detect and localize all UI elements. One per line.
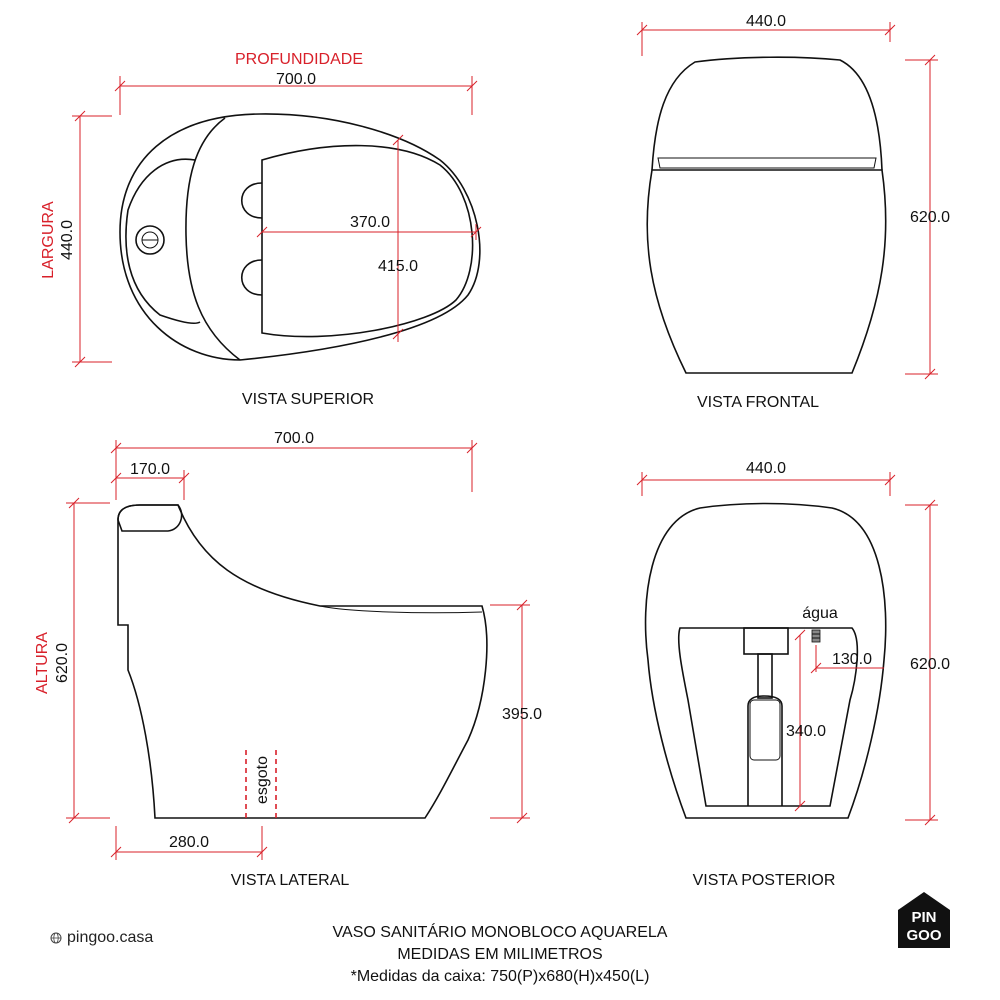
side-height-dimension <box>66 498 110 823</box>
side-body-outline <box>118 505 487 818</box>
rear-drain-pipe-upper <box>758 654 772 698</box>
front-width-value: 440.0 <box>745 13 787 30</box>
front-view-caption: VISTA FRONTAL <box>696 394 820 411</box>
top-depth-label: PROFUNDIDADE <box>234 51 364 68</box>
logo-line2: GOO <box>906 927 942 944</box>
water-label: água <box>802 605 838 622</box>
side-height-label: ALTURA <box>34 632 51 694</box>
side-view <box>34 430 542 889</box>
rear-height-value: 620.0 <box>909 656 951 673</box>
top-hinge-lower <box>242 260 262 295</box>
brand-site-text: pingoo.casa <box>67 929 154 946</box>
front-view <box>637 13 950 411</box>
rear-view <box>637 460 950 889</box>
top-view <box>40 51 481 408</box>
front-lid-outline <box>652 57 882 170</box>
side-seat-height-value: 395.0 <box>501 706 543 723</box>
water-inlet-icon <box>812 630 820 642</box>
front-height-value: 620.0 <box>909 209 951 226</box>
pingoo-logo <box>897 890 951 950</box>
globe-icon <box>50 932 62 944</box>
top-hinge-upper <box>242 183 262 218</box>
footer-units: MEDIDAS EM MILIMETROS <box>397 946 603 963</box>
top-seat-lid <box>262 146 473 337</box>
footer-box-dimensions: *Medidas da caixa: 750(P)x680(H)x450(L) <box>350 968 650 985</box>
rear-drain-pipe <box>748 696 782 806</box>
front-body-outline <box>647 170 886 373</box>
water-height-value: 340.0 <box>785 723 827 740</box>
rear-valve-block <box>744 628 788 654</box>
footer-title: VASO SANITÁRIO MONOBLOCO AQUARELA <box>332 924 668 941</box>
side-tank-lid <box>118 505 182 531</box>
top-width-label: LARGURA <box>40 201 57 279</box>
drain-label: esgoto <box>254 755 271 805</box>
top-view-caption: VISTA SUPERIOR <box>241 391 375 408</box>
top-width-value: 440.0 <box>59 219 76 261</box>
side-tank-value: 170.0 <box>129 461 171 478</box>
brand-site <box>50 929 153 947</box>
rear-view-caption: VISTA POSTERIOR <box>692 872 836 889</box>
side-height-value: 620.0 <box>54 642 71 684</box>
logo-line1: PIN <box>911 909 937 926</box>
top-depth-value: 700.0 <box>275 71 317 88</box>
rear-width-value: 440.0 <box>745 460 787 477</box>
side-seat-edge <box>320 606 482 613</box>
side-length-value: 700.0 <box>273 430 315 447</box>
top-width-dimension <box>72 111 112 367</box>
water-offset-value: 130.0 <box>831 651 873 668</box>
side-view-caption: VISTA LATERAL <box>230 872 350 889</box>
seat-height-value: 415.0 <box>377 258 419 275</box>
front-seat-edge <box>658 158 876 168</box>
rear-trap <box>750 700 780 760</box>
seat-width-value: 370.0 <box>349 214 391 231</box>
side-drain-value: 280.0 <box>168 834 210 851</box>
